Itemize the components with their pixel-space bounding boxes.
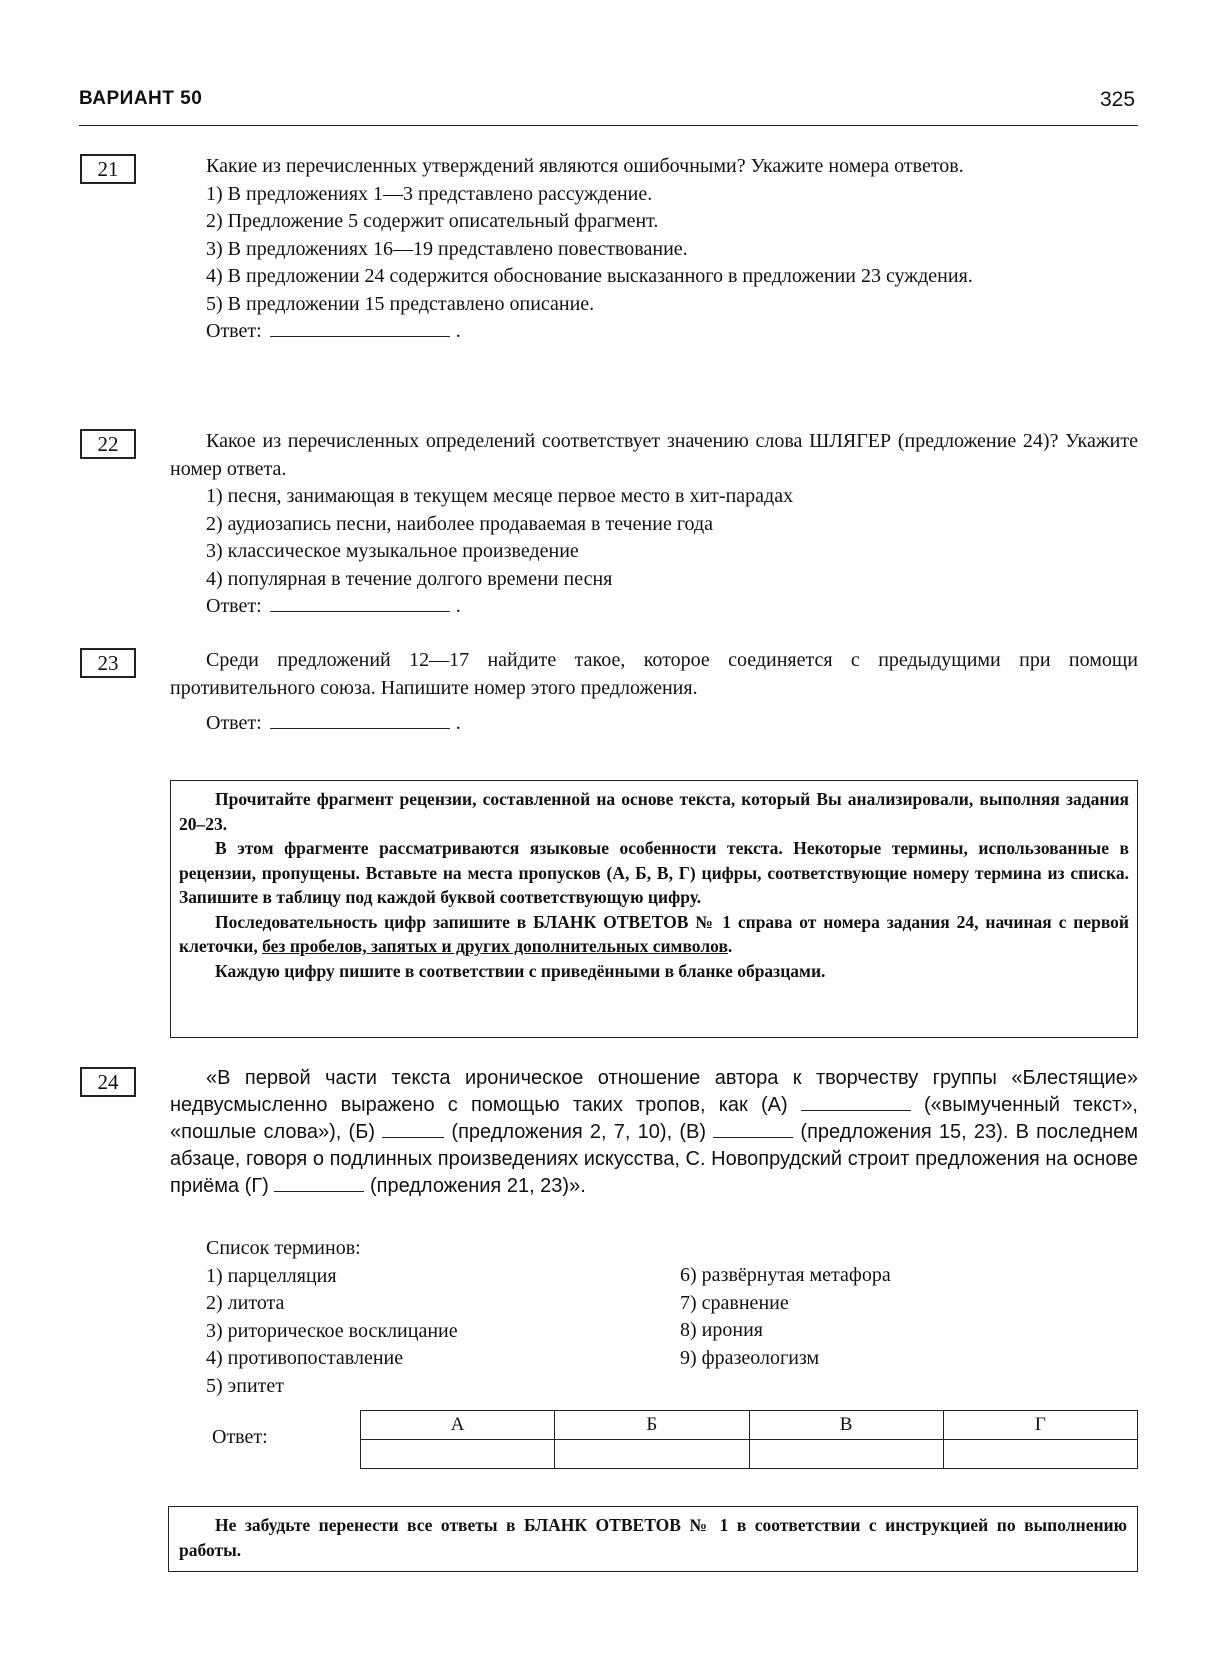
answer-cell-b[interactable]: [555, 1440, 749, 1469]
question-21-prompt: Какие из перечисленных утверждений являются ошибочными? Укажите номера ответов.: [206, 155, 964, 177]
term-8: 8) ирония: [680, 1319, 763, 1341]
term-1: 1) парцелляция: [206, 1264, 337, 1287]
question-21-option-2: 2) Предложение 5 содержит описательный фрагмент.: [206, 210, 659, 232]
question-21-option-4: 4) В предложении 24 содержится обоснование высказанного в предложении 23 суждения.: [206, 265, 973, 287]
term-3: 3) риторическое восклицание: [206, 1319, 458, 1342]
answer-header-a: А: [361, 1411, 555, 1440]
instructions-p3-underlined: без пробелов, запятых и других дополнительных символов: [262, 936, 728, 956]
instructions-p3-end: .: [727, 936, 733, 956]
answer-cell-a[interactable]: [361, 1440, 555, 1469]
term-4: 4) противопоставление: [206, 1347, 404, 1369]
gap-g[interactable]: [274, 1190, 364, 1192]
answer-end: .: [455, 320, 461, 342]
answer-cell-v[interactable]: [749, 1440, 943, 1469]
term-9: 9) фразеологизм: [680, 1346, 820, 1369]
terms-list-col1: [206, 1235, 458, 1400]
gap-a[interactable]: [801, 1109, 911, 1111]
answer-blank[interactable]: [270, 610, 450, 612]
footer-reminder-text: Не забудьте перенести все ответы в БЛАНК ОТВЕТОВ № 1 в соответствии с инструкцией по выполнению работы.: [179, 1515, 1127, 1560]
gap-v[interactable]: [713, 1136, 793, 1138]
answer-header-g: Г: [943, 1411, 1137, 1440]
term-5: 5) эпитет: [206, 1374, 285, 1397]
review-text-part-5: (предложения 21, 23)».: [369, 1175, 586, 1197]
gap-b[interactable]: [382, 1136, 444, 1138]
question-23-prompt: Среди предложений 12—17 найдите такое, которое соединяется с предыдущими при помощи противительного союза. Напишите номер этого предложения.: [170, 649, 1138, 699]
review-text-part-1: «В первой части текста ироническое отношение автора к творчеству группы «Блестящие» недвусмысленно выражено с помощью таких тропов, как (А): [170, 1067, 1138, 1116]
question-22-option-3: 3) классическое музыкальное произведение: [206, 540, 579, 562]
term-6: 6) развёрнутая метафора: [680, 1264, 891, 1286]
question-21-option-5: 5) В предложении 15 представлено описание.: [206, 292, 595, 315]
answer-cell-g[interactable]: [943, 1440, 1137, 1469]
terms-title: Список терминов:: [206, 1237, 361, 1259]
review-text-part-4: (предложения 15, 23). В последнем абзаце, говоря о подлинных произведениях искусства, С. Новопрудский строит предложения на основе приёма (Г): [170, 1121, 1138, 1197]
question-24-number: 24: [80, 1067, 136, 1097]
footer-reminder-box: [168, 1506, 1138, 1572]
term-7: 7) сравнение: [680, 1291, 789, 1314]
variant-title: ВАРИАНТ 50: [79, 88, 203, 109]
question-24-answer-label: Ответ:: [212, 1426, 268, 1448]
question-23-answer: [170, 710, 1138, 738]
answer-header-b: Б: [555, 1411, 749, 1440]
question-22-answer: [170, 593, 1138, 621]
answer-label: Ответ:: [206, 320, 262, 342]
instructions-paragraph-2: В этом фрагменте рассматриваются языковые особенности текста. Некоторые термины, использованные в рецензии, пропущены. Вставьте на места пропусков (А, Б, В, Г) цифры, соответствующие номеру термина из списка. Запишите в таблицу под каждой буквой соответствующую цифру.: [179, 838, 1129, 907]
question-22-prompt: Какое из перечисленных определений соответствует значению слова ШЛЯГЕР (предложение 24)? Укажите номер ответа.: [170, 430, 1138, 480]
instructions-box: [170, 780, 1138, 1038]
answer-label: Ответ:: [206, 595, 262, 617]
question-21-option-1: 1) В предложениях 1—3 представлено рассуждение.: [206, 182, 653, 205]
answer-header-v: В: [749, 1411, 943, 1440]
question-22-option-2: 2) аудиозапись песни, наиболее продаваемая в течение года: [206, 512, 714, 535]
page-number: 325: [1100, 88, 1136, 111]
answer-label: Ответ:: [206, 712, 262, 734]
question-24-review-text: [170, 1065, 1138, 1200]
question-21-answer: [170, 318, 1138, 346]
answer-end: .: [455, 595, 461, 617]
question-22: [170, 428, 1138, 621]
question-22-option-4: 4) популярная в течение долгого времени песня: [206, 567, 613, 590]
instructions-paragraph-4: Каждую цифру пишите в соответствии с приведёнными в бланке образцами.: [215, 960, 826, 981]
question-22-option-1: 1) песня, занимающая в текущем месяце первое место в хит-парадах: [206, 485, 794, 507]
review-text-part-2: («вымученный текст», «пошлые слова»), (Б): [170, 1094, 1138, 1143]
instructions-paragraph-3: [179, 910, 1129, 959]
question-22-number: 22: [80, 429, 136, 459]
question-21-number: 21: [80, 154, 136, 184]
answer-end: .: [455, 712, 461, 734]
question-21: [170, 153, 1138, 346]
answer-table: [360, 1410, 1138, 1469]
question-23: [170, 647, 1138, 738]
terms-list-col2: [680, 1262, 891, 1372]
instructions-paragraph-1: Прочитайте фрагмент рецензии, составленной на основе текста, который Вы анализировали, выполняя задания 20–23.: [179, 789, 1129, 834]
review-text-part-3: (предложения 2, 7, 10), (В): [451, 1121, 706, 1143]
question-23-number: 23: [80, 648, 136, 678]
question-21-option-3: 3) В предложениях 16—19 представлено повествование.: [206, 237, 688, 260]
term-2: 2) литота: [206, 1292, 285, 1314]
instructions-p3-start: Последовательность цифр запишите в БЛАНК ОТВЕТОВ № 1 справа от номера задания 24, начиная с первой клеточки,: [179, 911, 1129, 956]
header-rule: [79, 125, 1138, 126]
answer-blank[interactable]: [270, 727, 450, 729]
answer-blank[interactable]: [270, 335, 450, 337]
